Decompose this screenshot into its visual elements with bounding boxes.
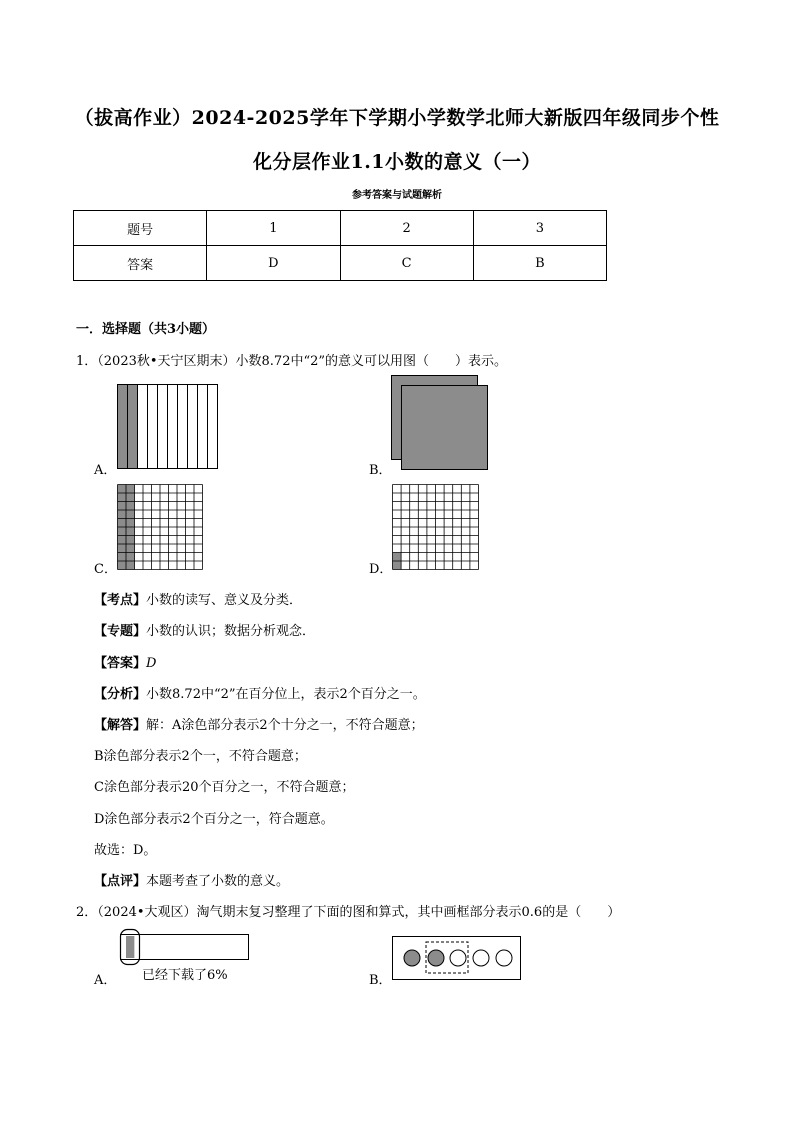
document-subtitle: 参考答案与试题解析 [352, 190, 442, 201]
q1-guxuan: 故选：D。 [94, 843, 157, 858]
table-cell: C [340, 246, 473, 281]
fenxi-text: 小数8.72中“2”在百分位上，表示2个百分之一。 [146, 687, 426, 702]
q1-option-d-label: D． [369, 562, 393, 577]
jieda-text: 解：A涂色部分表示2个十分之一，不符合题意； [146, 718, 424, 733]
shaded-circle [428, 950, 444, 966]
q1-line-d: D涂色部分表示2个百分之一，符合题意。 [94, 812, 334, 827]
document-title-line1: （拔高作业）2024-2025学年下学期小学数学北师大新版四年级同步个性 [74, 107, 720, 129]
question-1-stem: 1．（2023秋•天宁区期末）小数8.72中“2”的意义可以用图（ ）表示。 [76, 354, 508, 369]
q1-option-a-figure [117, 384, 220, 470]
table-cell: 2 [340, 211, 473, 246]
shaded-circle [404, 950, 420, 966]
fenxi-tag: 【分析】 [94, 687, 147, 702]
kaodian-tag: 【考点】 [94, 593, 147, 608]
section-title: 一．选择题（共3小题） [76, 322, 216, 337]
question-2-stem: 2．（2024•大观区）淘气期末复习整理了下面的图和算式，其中画框部分表示0.6的是（ ） [76, 905, 621, 920]
q2-option-b-figure [392, 936, 523, 982]
q1-daan [94, 652, 156, 671]
table-cell: B [473, 246, 606, 281]
table-cell: 答案 [74, 246, 207, 281]
q1-line-c: C涂色部分表示20个百分之一，不符合题意； [94, 780, 355, 795]
q1-option-c-label: C． [94, 562, 117, 577]
q1-option-b-figure [391, 375, 491, 473]
q1-line-b: B涂色部分表示2个一，不符合题意； [94, 749, 307, 764]
q2-option-b-label: B． [369, 973, 392, 988]
answer-table [73, 210, 607, 281]
zhuanti-text: 小数的认识；数据分析观念． [146, 624, 316, 639]
answer-table-answer-row [74, 246, 607, 281]
table-cell: 3 [473, 211, 606, 246]
q2-option-a-label: A． [94, 973, 117, 988]
q1-option-b-label: B． [369, 463, 392, 478]
table-cell: 题号 [74, 211, 207, 246]
empty-circle [473, 950, 489, 966]
document-title-line2: 化分层作业1.1小数的意义（一） [252, 151, 542, 173]
dianping-text: 本题考查了小数的意义。 [146, 874, 290, 889]
q1-option-c-figure [117, 484, 204, 571]
q2-option-a-figure [117, 928, 252, 968]
kaodian-text: 小数的读写、意义及分类． [146, 593, 303, 608]
q1-option-a-label: A． [94, 463, 117, 478]
q1-jieda [94, 714, 424, 733]
q1-option-d-figure [392, 484, 481, 571]
dianping-tag: 【点评】 [94, 874, 147, 889]
q1-fenxi [94, 683, 426, 702]
table-cell: D [207, 246, 340, 281]
zhuanti-tag: 【专题】 [94, 624, 147, 639]
daan-text: D [146, 656, 157, 671]
empty-circle [450, 950, 466, 966]
q1-kaodian [94, 589, 302, 608]
empty-circle [496, 950, 512, 966]
table-cell: 1 [207, 211, 340, 246]
q2-download-text: 已经下载了6% [142, 968, 228, 983]
q1-zhuanti [94, 620, 315, 639]
jieda-tag: 【解答】 [94, 718, 147, 733]
q1-dianping [94, 870, 289, 889]
answer-table-header-row [74, 211, 607, 246]
daan-tag: 【答案】 [94, 656, 147, 671]
